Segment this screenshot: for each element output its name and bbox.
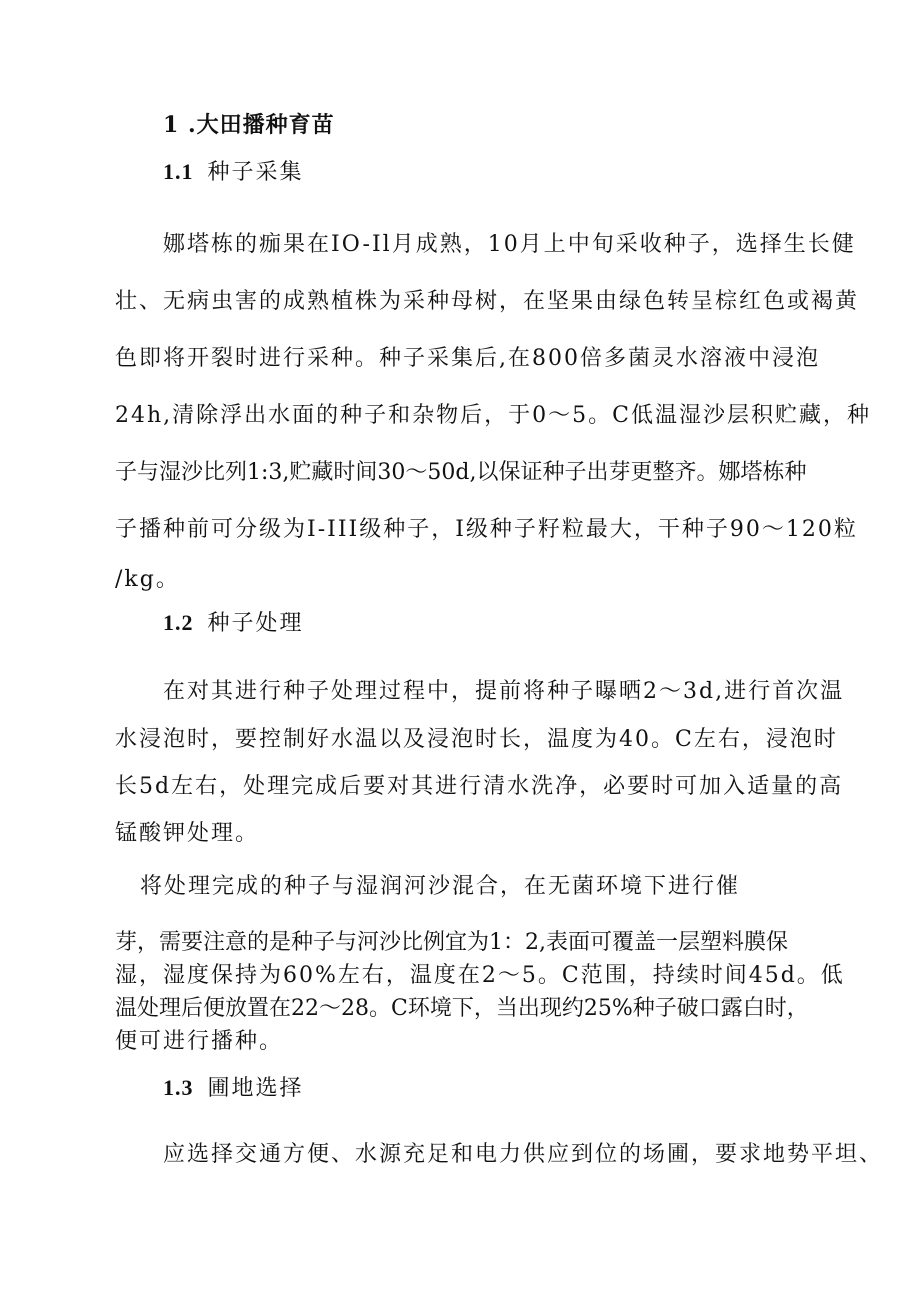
- section-heading-1-2: [163, 608, 304, 639]
- paragraph-line: /kg。: [115, 567, 180, 592]
- section-heading-1: 1 .大田播种育苗: [163, 112, 335, 138]
- paragraph-line: 将处理完成的种子与湿润河沙混合，在无菌环境下进行催: [140, 874, 741, 899]
- paragraph-line: 壮、无病虫害的成熟植株为采种母树，在坚果由绿色转呈棕红色或褐黄: [115, 289, 860, 314]
- paragraph-line: 应选择交通方便、水源充足和电力供应到位的场圃，要求地势平坦、: [163, 1142, 884, 1167]
- paragraph-line: 温处理后便放置在22～28。C环境下，当出现约25%种子破口露白时，: [115, 996, 809, 1021]
- section-title: 种子采集: [207, 160, 304, 185]
- paragraph-line: 24h,清除浮出水面的种子和杂物后，于0～5。C低温湿沙层积贮藏，种: [115, 403, 871, 428]
- section-number: 1.2: [163, 610, 194, 635]
- section-title: 圃地选择: [207, 1076, 304, 1101]
- section-heading-1-3: [163, 1073, 304, 1104]
- paragraph-line: 锰酸钾处理。: [115, 821, 260, 846]
- paragraph-line: 水浸泡时，要控制好水温以及浸泡时长，温度为40。C左右，浸泡时: [115, 727, 838, 752]
- paragraph-line: 色即将开裂时进行采种。种子采集后,在800倍多菌灵水溶液中浸泡: [115, 346, 820, 371]
- paragraph-line: 便可进行播种。: [115, 1029, 284, 1054]
- section-number: 1.1: [163, 159, 194, 184]
- section-number: 1.3: [163, 1075, 194, 1100]
- paragraph-line: 子与湿沙比列1:3,贮藏时间30～50d,以保证种子出芽更整齐。娜塔栋种: [115, 460, 807, 485]
- paragraph-line: 娜塔栋的痂果在IO-Il月成熟，10月上中旬采收种子，选择生长健: [163, 232, 856, 257]
- paragraph-line: 长5d左右，处理完成后要对其进行清水洗净，必要时可加入适量的高: [115, 774, 844, 799]
- section-title: 种子处理: [207, 611, 304, 636]
- section-heading-1-1: [163, 157, 304, 188]
- paragraph-line: 芽，需要注意的是种子与河沙比例宜为1：2,表面可覆盖一层塑料膜保: [115, 930, 788, 955]
- paragraph-line: 湿，湿度保持为60%左右，温度在2～5。C范围，持续时间45d。低: [115, 963, 845, 988]
- paragraph-line: 在对其进行种子处理过程中，提前将种子曝晒2～3d,进行首次温: [163, 679, 845, 704]
- paragraph-line: 子播种前可分级为I-III级种子，I级种子籽粒最大，干种子90～120粒: [115, 517, 858, 542]
